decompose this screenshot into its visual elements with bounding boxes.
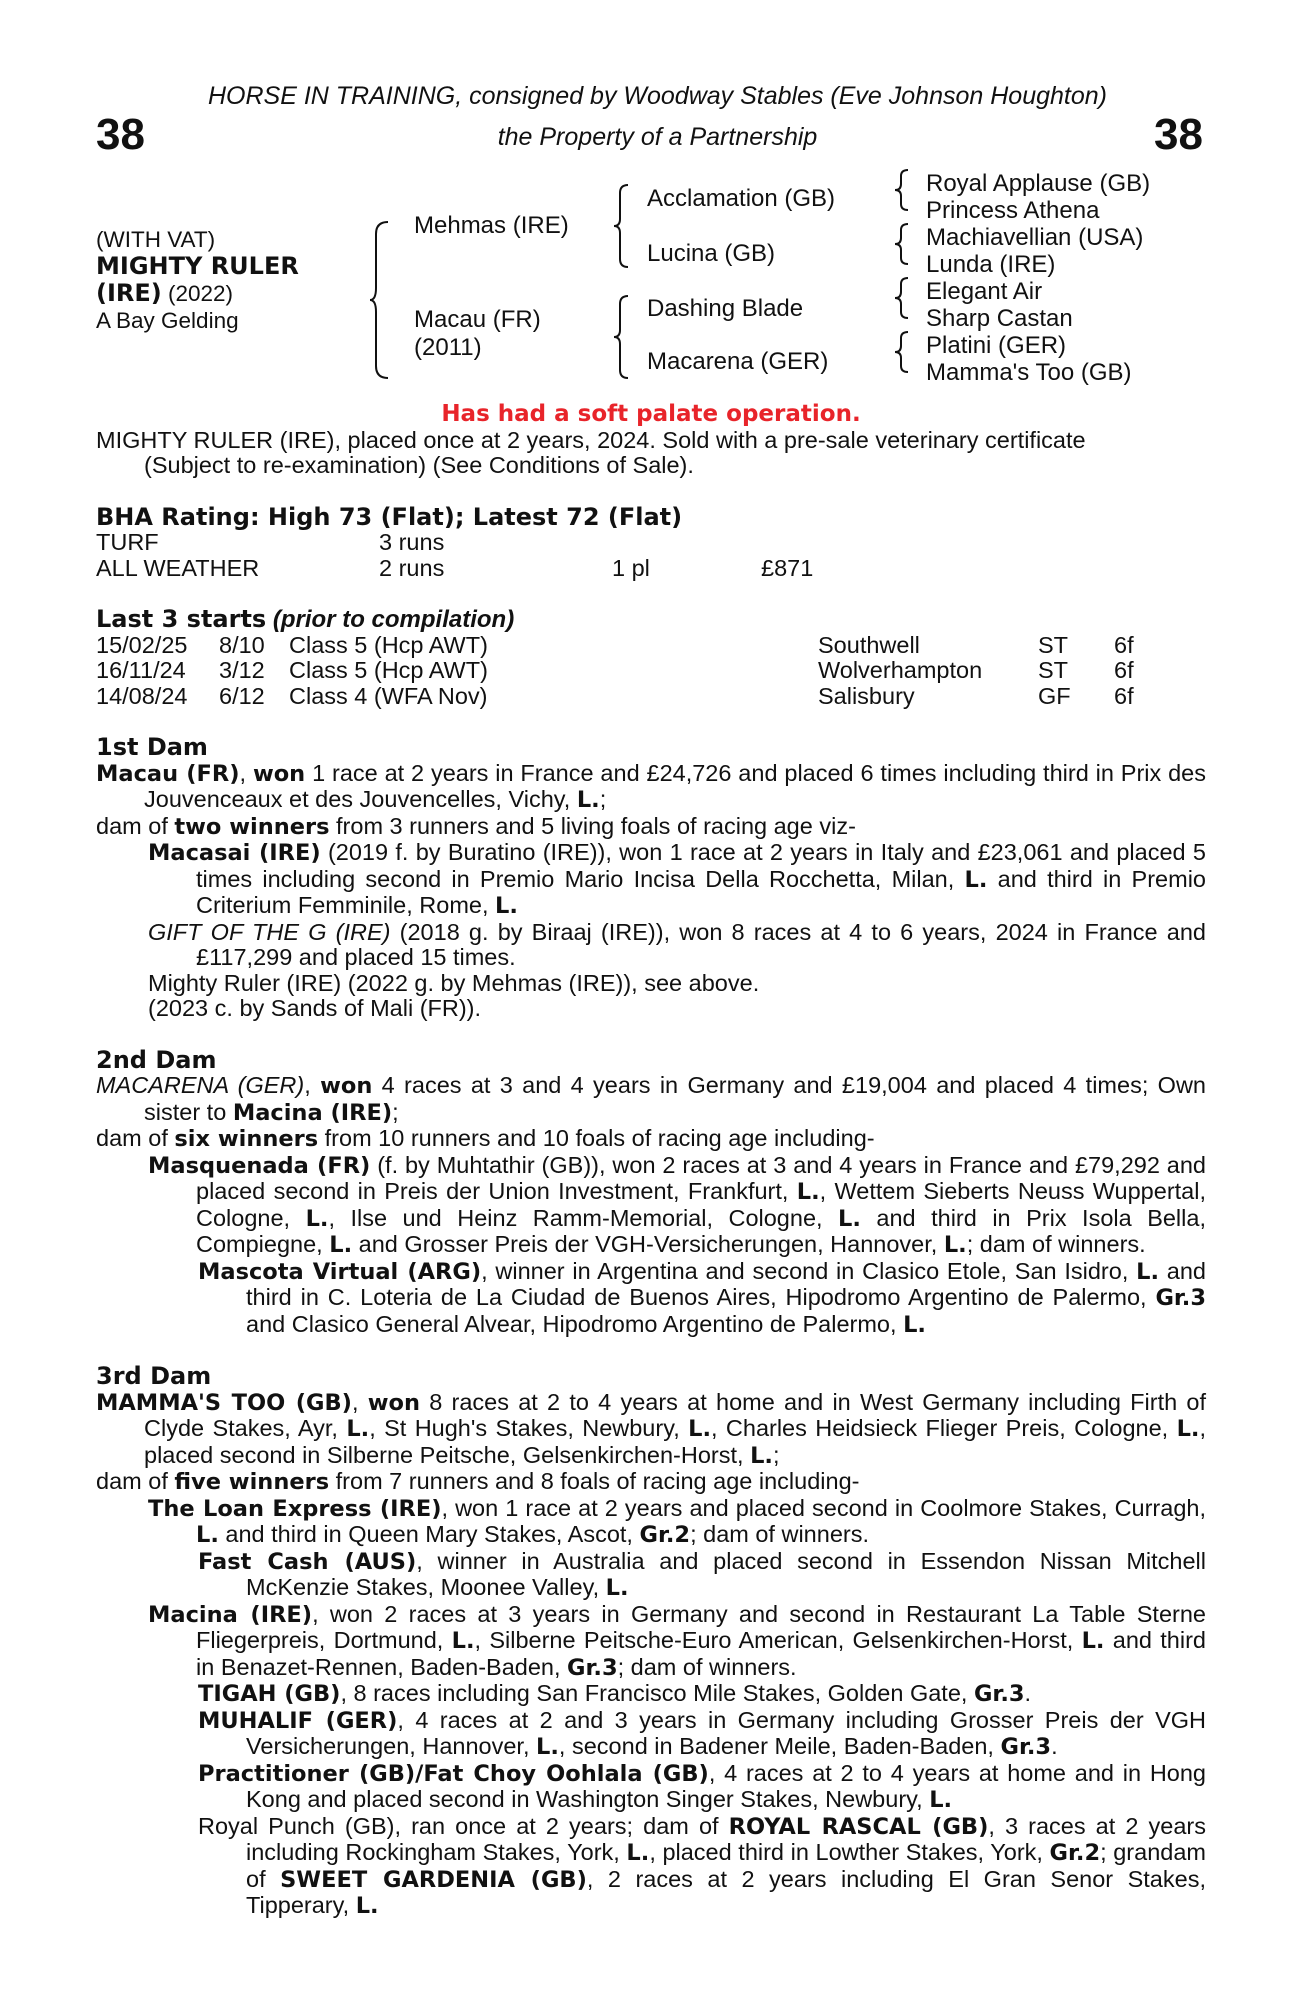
start-row: 15/02/25 8/10 Class 5 (Hcp AWT) Southwell ST 6f <box>96 631 1134 658</box>
dam <box>414 306 541 362</box>
consignor-line: HORSE IN TRAINING, consigned by Woodway Stables (Eve Johnson Houghton) <box>207 82 1107 110</box>
dam-dam: Macarena (GER) <box>647 348 829 375</box>
third-generation <box>926 170 1150 386</box>
third-dam-paragraph: MAMMA'S TOO (GB), won 8 races at 2 to 4 years at home and in West Germany including Firth of Clyde Stakes, Ayr, L., St Hugh's Stakes, Newbury, L., Charles Heidsieck Flieger Preis, Cologne, L., placed second in Silberne Peitsche, Gelsenkirchen-Horst, L.; <box>96 1388 1206 1469</box>
sire-sire: Acclamation (GB) <box>647 185 836 212</box>
horse-name: MIGHTY RULER <box>96 252 299 280</box>
lot-number-left: 38 <box>96 110 145 159</box>
pedigree-brace-1 <box>370 220 392 380</box>
g3-8: Mamma's Too (GB) <box>926 359 1132 386</box>
second-dam-grandproduce: Mascota Virtual (ARG), winner in Argentina and second in Clasico Etole, San Isidro, L. and third in C. Loteria de La Ciudad de Buenos Aires, Hipodromo Argentino de Palermo, Gr.3 and Clasico General Alvear, Hipodromo Argentino de Palermo, L. <box>198 1257 1206 1338</box>
pedigree-brace-2 <box>614 183 630 269</box>
first-dam-produce: Mighty Ruler (IRE) (2022 g. by Mehmas (IRE)), see above. <box>148 969 760 996</box>
lot-number-right: 38 <box>1154 110 1203 159</box>
second-dam-produce-intro: dam of six winners from 10 runners and 10 foals of racing age including- <box>96 1125 875 1152</box>
g3-2: Princess Athena <box>926 197 1100 224</box>
third-dam-produce: The Loan Express (IRE), won 1 race at 2 years and placed second in Coolmore Stakes, Curragh, L. and third in Queen Mary Stakes, Ascot, Gr.2; dam of winners. <box>148 1494 1206 1548</box>
g3-4: Lunda (IRE) <box>926 251 1056 278</box>
last-starts-title: Last 3 starts (prior to compilation) <box>96 605 515 633</box>
vat-note: (WITH VAT) <box>96 227 216 252</box>
g3-5: Elegant Air <box>926 278 1043 305</box>
start-row: 14/08/24 6/12 Class 4 (WFA Nov) Salisbury GF 6f <box>96 682 1134 709</box>
g3-1: Royal Applause (GB) <box>926 170 1151 197</box>
catalogue-body <box>96 402 1206 1920</box>
start-row: 16/11/24 3/12 Class 5 (Hcp AWT) Wolverhampton ST 6f <box>96 657 1134 683</box>
pedigree-brace-4 <box>894 168 910 388</box>
dam-sire: Dashing Blade <box>647 295 804 322</box>
pedigree-brace-3 <box>614 294 630 380</box>
second-dam-produce: Masquenada (FR) (f. by Muhtathir (GB)), won 2 races at 3 and 4 years in France and £79,292 and placed second in Preis der Union Investment, Frankfurt, L., Wettem Sieberts Neuss Wuppertal, Cologne, L., Ilse und Heinz Ramm-Memorial, Cologne, L. and third in Prix Isola Bella, Compiegne, L. and Grosser Preis der VGH-Versicherungen, Hannover, L.; dam of winners. <box>148 1151 1207 1258</box>
first-dam-produce-intro: dam of two winners from 3 runners and 5 living foals of racing age viz- <box>96 812 856 840</box>
first-dam-produce: GIFT OF THE G (IRE) (2018 g. by Biraaj (IRE)), won 8 races at 4 to 6 years, 2024 in France and £117,299 and placed 15 times. <box>148 918 1206 970</box>
horse-year: (2022) <box>161 281 234 306</box>
sire-dam: Lucina (GB) <box>647 240 776 267</box>
bha-rating-title: BHA Rating: High 73 (Flat); Latest 72 (Flat) <box>96 502 683 531</box>
third-dam-produce: Macina (IRE), won 2 races at 3 years in Germany and second in Restaurant La Table Sterne Fliegerpreis, Dortmund, L., Silberne Peitsche-Euro American, Gelsenkirchen-Horst, L. and third in Benazet-Rennen, Baden-Baden, Gr.3; dam of winners. <box>148 1600 1206 1681</box>
horse-country: (IRE) <box>96 279 162 307</box>
soft-palate-notice: Has had a soft palate operation. <box>441 401 861 427</box>
third-dam-grandproduce: Fast Cash (AUS), winner in Australia and placed second in Essendon Nissan Mitchell McKenzie Stakes, Moonee Valley, L. <box>198 1547 1206 1601</box>
dam-name: Macau (FR) <box>414 306 541 333</box>
g3-7: Platini (GER) <box>926 332 1067 359</box>
rating-row: ALL WEATHER 2 runs 1 pl £871 <box>96 554 814 581</box>
first-dam-title: 1st Dam <box>96 733 208 761</box>
horse-info <box>96 226 299 334</box>
third-dam-grandproduce: Royal Punch (GB), ran once at 2 years; dam of ROYAL RASCAL (GB), 3 races at 2 years including Rockingham Stakes, York, L., placed third in Lowther Stakes, York, Gr.2; grandam of SWEET GARDENIA (GB), 2 races at 2 years including El Gran Senor Stakes, Tipperary, L. <box>198 1812 1206 1919</box>
second-dam-title: 2nd Dam <box>96 1045 217 1074</box>
third-dam-title: 3rd Dam <box>96 1362 212 1390</box>
dam-year: (2011) <box>414 334 482 361</box>
intro-line-1: MIGHTY RULER (IRE), placed once at 2 years, 2024. Sold with a pre-sale veterinary certificate <box>96 426 1086 453</box>
property-line: the Property of a Partnership <box>497 123 818 151</box>
g3-3: Machiavellian (USA) <box>926 224 1144 251</box>
intro-line-2: (Subject to re-examination) (See Conditions of Sale). <box>144 452 694 478</box>
second-dam-paragraph: MACARENA (GER), won 4 races at 3 and 4 years in Germany and £19,004 and placed 4 times; Own sister to Macina (IRE); <box>96 1072 1206 1126</box>
third-dam-grandproduce: MUHALIF (GER), 4 races at 2 and 3 years in Germany including Grosser Preis der VGH Versicherungen, Hannover, L., second in Badener Meile, Baden-Baden, Gr.3. <box>198 1706 1206 1760</box>
third-dam-grandproduce: TIGAH (GB), 8 races including San Francisco Mile Stakes, Golden Gate, Gr.3. <box>198 1680 1032 1707</box>
third-dam-grandproduce: Practitioner (GB)/Fat Choy Oohlala (GB), 4 races at 2 to 4 years at home and in Hong Kong and placed second in Washington Singer Stakes, Newbury, L. <box>198 1759 1206 1813</box>
first-dam-produce: Macasai (IRE) (2019 f. by Buratino (IRE)), won 1 race at 2 years in Italy and £23,061 and placed 5 times including second in Premio Mario Incisa Della Rocchetta, Milan, L. and third in Premio Criterium Femminile, Rome, L. <box>148 839 1206 919</box>
third-dam-produce-intro: dam of five winners from 7 runners and 8 foals of racing age including- <box>96 1468 860 1495</box>
horse-description: A Bay Gelding <box>96 308 239 333</box>
first-dam-produce: (2023 c. by Sands of Mali (FR)). <box>148 995 482 1021</box>
g3-6: Sharp Castan <box>926 305 1073 332</box>
rating-row: TURF 3 runs <box>96 529 445 555</box>
first-dam-paragraph: Macau (FR), won 1 race at 2 years in France and £24,726 and placed 6 times including third in Prix des Jouvenceaux et des Jouvencelles, Vichy, L.; <box>96 759 1206 813</box>
sire: Mehmas (IRE) <box>414 212 569 239</box>
